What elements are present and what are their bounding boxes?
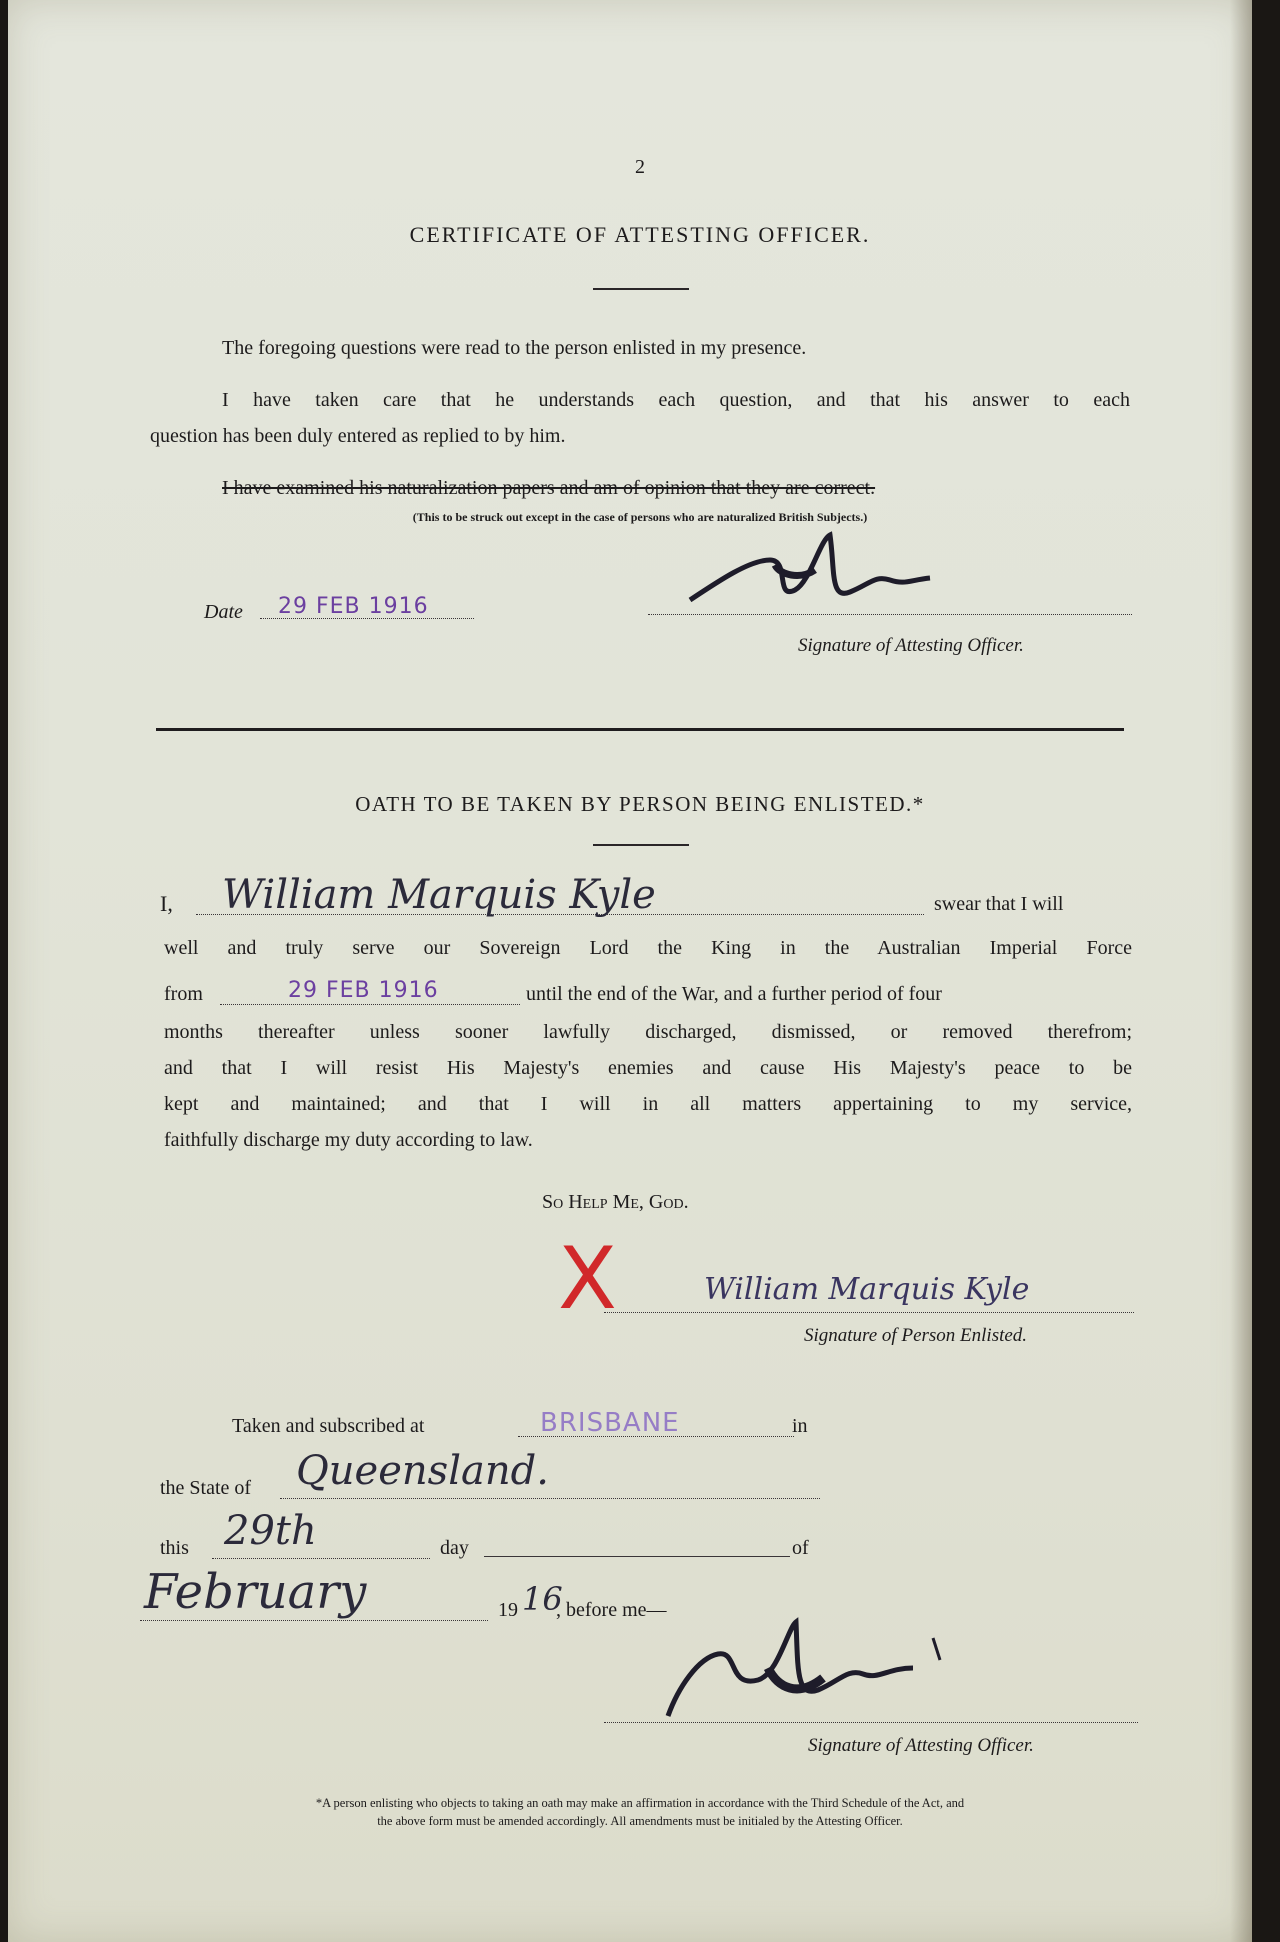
enlistee-mark: X — [558, 1229, 617, 1329]
month-line — [140, 1620, 488, 1621]
state-label: the State of — [160, 1477, 252, 1499]
naturalization-note: (This to be struck out except in the case of persons who are naturalized British Subjects.) — [412, 510, 868, 524]
certificate-paragraph-2-line-1: I have taken care that he understands each question, and that his answer to each — [222, 389, 1130, 411]
day-value: 29th — [224, 1508, 317, 1554]
this-label: this — [160, 1537, 189, 1559]
footnote-line-2: the above form must be amended accordingly. All amendments must be initialed by the Attesting Officer. — [377, 1814, 903, 1828]
before-me-label: , before me— — [556, 1599, 667, 1621]
date-stamp: 29 FEB 1916 — [278, 594, 429, 619]
state-line — [280, 1498, 820, 1499]
oath-line-3-end: until the end of the War, and a further period of four — [526, 983, 942, 1005]
taken-label: Taken and subscribed at — [232, 1415, 425, 1437]
oath-title: OATH TO BE TAKEN BY PERSON BEING ENLISTED.* — [355, 792, 925, 816]
section-divider — [156, 728, 1124, 731]
oath-line-2: well and truly serve our Sovereign Lord the King in the Australian Imperial Force — [164, 937, 1132, 959]
footnote-line-1: *A person enlisting who objects to taking an oath may make an affirmation in accordance with the Third Schedule of the Act, and — [315, 1796, 965, 1810]
enlistee-signature-line — [604, 1312, 1134, 1313]
enlistee-signature: William Marquis Kyle — [704, 1272, 1030, 1307]
document-page — [8, 0, 1252, 1942]
day-number-line — [212, 1558, 430, 1559]
date-label: Date — [204, 601, 243, 623]
year-value: 16 — [522, 1580, 563, 1618]
naturalization-statement: I have examined his naturalization papers and am of opinion that they are correct. — [222, 477, 876, 499]
oath-line-6: kept and maintained; and that I will in all matters appertaining to my service, — [164, 1093, 1132, 1115]
officer-signature-label-2: Signature of Attesting Officer. — [808, 1735, 1034, 1756]
oath-prefix: I, — [160, 891, 173, 916]
oath-from-label: from — [164, 983, 203, 1005]
certificate-paragraph-2-line-2: question has been duly entered as replied to by him. — [150, 425, 566, 447]
enlistee-signature-label: Signature of Person Enlisted. — [804, 1325, 1028, 1346]
year-prefix: 19 — [498, 1599, 518, 1621]
in-label: in — [792, 1415, 808, 1437]
day-line — [484, 1556, 790, 1557]
officer-signature-image — [680, 520, 940, 620]
oath-from-line — [220, 1004, 520, 1005]
oath-line-5: and that I will resist His Majesty's enemies and cause His Majesty's peace to be — [164, 1057, 1132, 1079]
enlistee-name: William Marquis Kyle — [222, 872, 656, 918]
oath-closing: So Help Me, God. — [542, 1191, 689, 1213]
oath-line-7: faithfully discharge my duty according to law. — [164, 1129, 533, 1151]
page-number: 2 — [635, 156, 645, 178]
oath-title-rule — [593, 844, 689, 846]
title-rule — [593, 288, 689, 290]
from-date-stamp: 29 FEB 1916 — [288, 978, 439, 1003]
officer-signature-image-2 — [648, 1608, 948, 1724]
month-value: February — [144, 1564, 367, 1620]
certificate-paragraph-1: The foregoing questions were read to the person enlisted in my presence. — [222, 337, 807, 359]
oath-line-4: months thereafter unless sooner lawfully discharged, dismissed, or removed therefrom; — [164, 1021, 1132, 1043]
page-edge-shadow — [1230, 0, 1252, 1942]
state-value: Queensland. — [296, 1448, 549, 1494]
certificate-title: CERTIFICATE OF ATTESTING OFFICER. — [409, 222, 871, 247]
place-stamp: BRISBANE — [540, 1408, 680, 1438]
officer-signature-label: Signature of Attesting Officer. — [798, 635, 1024, 656]
oath-line-1-end: swear that I will — [934, 893, 1064, 915]
of-label: of — [792, 1537, 809, 1559]
day-label: day — [440, 1537, 469, 1559]
